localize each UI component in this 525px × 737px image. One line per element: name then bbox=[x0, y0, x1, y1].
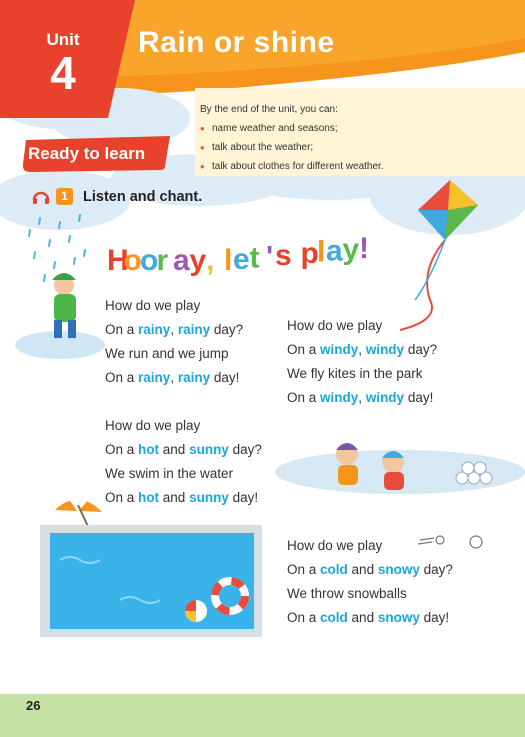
weather-keyword: windy bbox=[365, 390, 405, 405]
weather-keyword: sunny bbox=[189, 490, 229, 505]
chant-title-letter: y bbox=[342, 233, 360, 267]
child-in-rain-icon bbox=[52, 273, 76, 338]
learning-objectives bbox=[200, 100, 384, 176]
weather-keyword: cold bbox=[320, 610, 348, 625]
unit-number: 4 bbox=[50, 47, 76, 99]
chant-title-letter: ! bbox=[359, 232, 369, 265]
verse-line: On a hot and sunny day? bbox=[105, 442, 262, 457]
page-title: Rain or shine bbox=[138, 26, 335, 59]
verse-line: We swim in the water bbox=[105, 466, 234, 481]
verse-line: On a hot and sunny day! bbox=[105, 490, 259, 505]
verse-line: How do we play bbox=[287, 318, 383, 333]
beach-ball-icon bbox=[185, 600, 207, 622]
chant-title-letter: o bbox=[123, 244, 142, 277]
verse-line: How do we play bbox=[105, 418, 201, 433]
verse-snowy bbox=[287, 534, 453, 630]
weather-keyword: sunny bbox=[189, 442, 229, 457]
objective-item: • name weather and seasons; bbox=[200, 119, 384, 138]
chant-title-letter: s bbox=[275, 239, 292, 273]
weather-keyword: snowy bbox=[377, 610, 420, 625]
weather-keyword: rainy bbox=[138, 322, 171, 337]
chant-title-letter: e bbox=[233, 242, 250, 276]
verse-line: We fly kites in the park bbox=[287, 366, 423, 381]
verse-line: On a windy, windy day? bbox=[287, 342, 438, 357]
verse-line: We run and we jump bbox=[105, 346, 229, 361]
objectives-intro: By the end of the unit, you can: bbox=[200, 104, 338, 115]
weather-keyword: rainy bbox=[138, 370, 171, 385]
verse-windy bbox=[287, 314, 437, 410]
objective-item: • talk about the weather; bbox=[200, 138, 384, 157]
chant-title-letter: ' bbox=[266, 240, 274, 274]
weather-keyword: rainy bbox=[177, 370, 211, 385]
verse-line: On a cold and snowy day! bbox=[287, 610, 450, 625]
verse-rainy bbox=[105, 294, 243, 390]
chant-title bbox=[105, 230, 369, 290]
verse-line: On a rainy, rainy day! bbox=[105, 370, 240, 385]
activity-instruction: Listen and chant. bbox=[83, 188, 203, 205]
verse-line: On a rainy, rainy day? bbox=[105, 322, 244, 337]
chant-title-letter: l bbox=[224, 244, 233, 277]
weather-keyword: cold bbox=[320, 562, 348, 577]
weather-keyword: hot bbox=[138, 490, 160, 505]
chant-title-letter: a bbox=[173, 244, 190, 277]
chant-title-letter: a bbox=[326, 234, 343, 268]
chant-title-letter: , bbox=[206, 244, 215, 277]
weather-keyword: hot bbox=[138, 442, 160, 457]
objective-item: • talk about clothes for different weather. bbox=[200, 157, 384, 176]
chant-title-letter: l bbox=[317, 235, 326, 269]
objectives-list bbox=[200, 119, 384, 176]
chant-title-letter: p bbox=[300, 236, 319, 270]
page-footer bbox=[0, 694, 525, 737]
verse-line: How do we play bbox=[105, 298, 201, 313]
weather-keyword: snowy bbox=[377, 562, 420, 577]
unit-label: Unit bbox=[46, 30, 80, 49]
verse-line: On a cold and snowy day? bbox=[287, 562, 453, 577]
weather-keyword: windy bbox=[365, 342, 405, 357]
chant-title-letter: H bbox=[107, 244, 129, 277]
chant-title-letter: o bbox=[140, 244, 159, 277]
weather-keyword: rainy bbox=[177, 322, 211, 337]
chant-title-letter: r bbox=[156, 244, 169, 277]
verse-sunny bbox=[105, 414, 262, 510]
verse-line: On a windy, windy day! bbox=[287, 390, 434, 405]
chant-title-letter: t bbox=[249, 241, 260, 275]
activity-heading bbox=[32, 188, 202, 205]
weather-keyword: windy bbox=[320, 390, 359, 405]
headphones-icon[interactable] bbox=[32, 189, 50, 205]
page-number: 26 bbox=[26, 698, 41, 713]
verse-line: We throw snowballs bbox=[287, 586, 407, 601]
weather-keyword: windy bbox=[320, 342, 359, 357]
verse-line: How do we play bbox=[287, 538, 383, 553]
chant-title-letter: y bbox=[189, 244, 207, 277]
section-label: Ready to learn bbox=[28, 144, 146, 163]
activity-number: 1 bbox=[56, 188, 73, 205]
